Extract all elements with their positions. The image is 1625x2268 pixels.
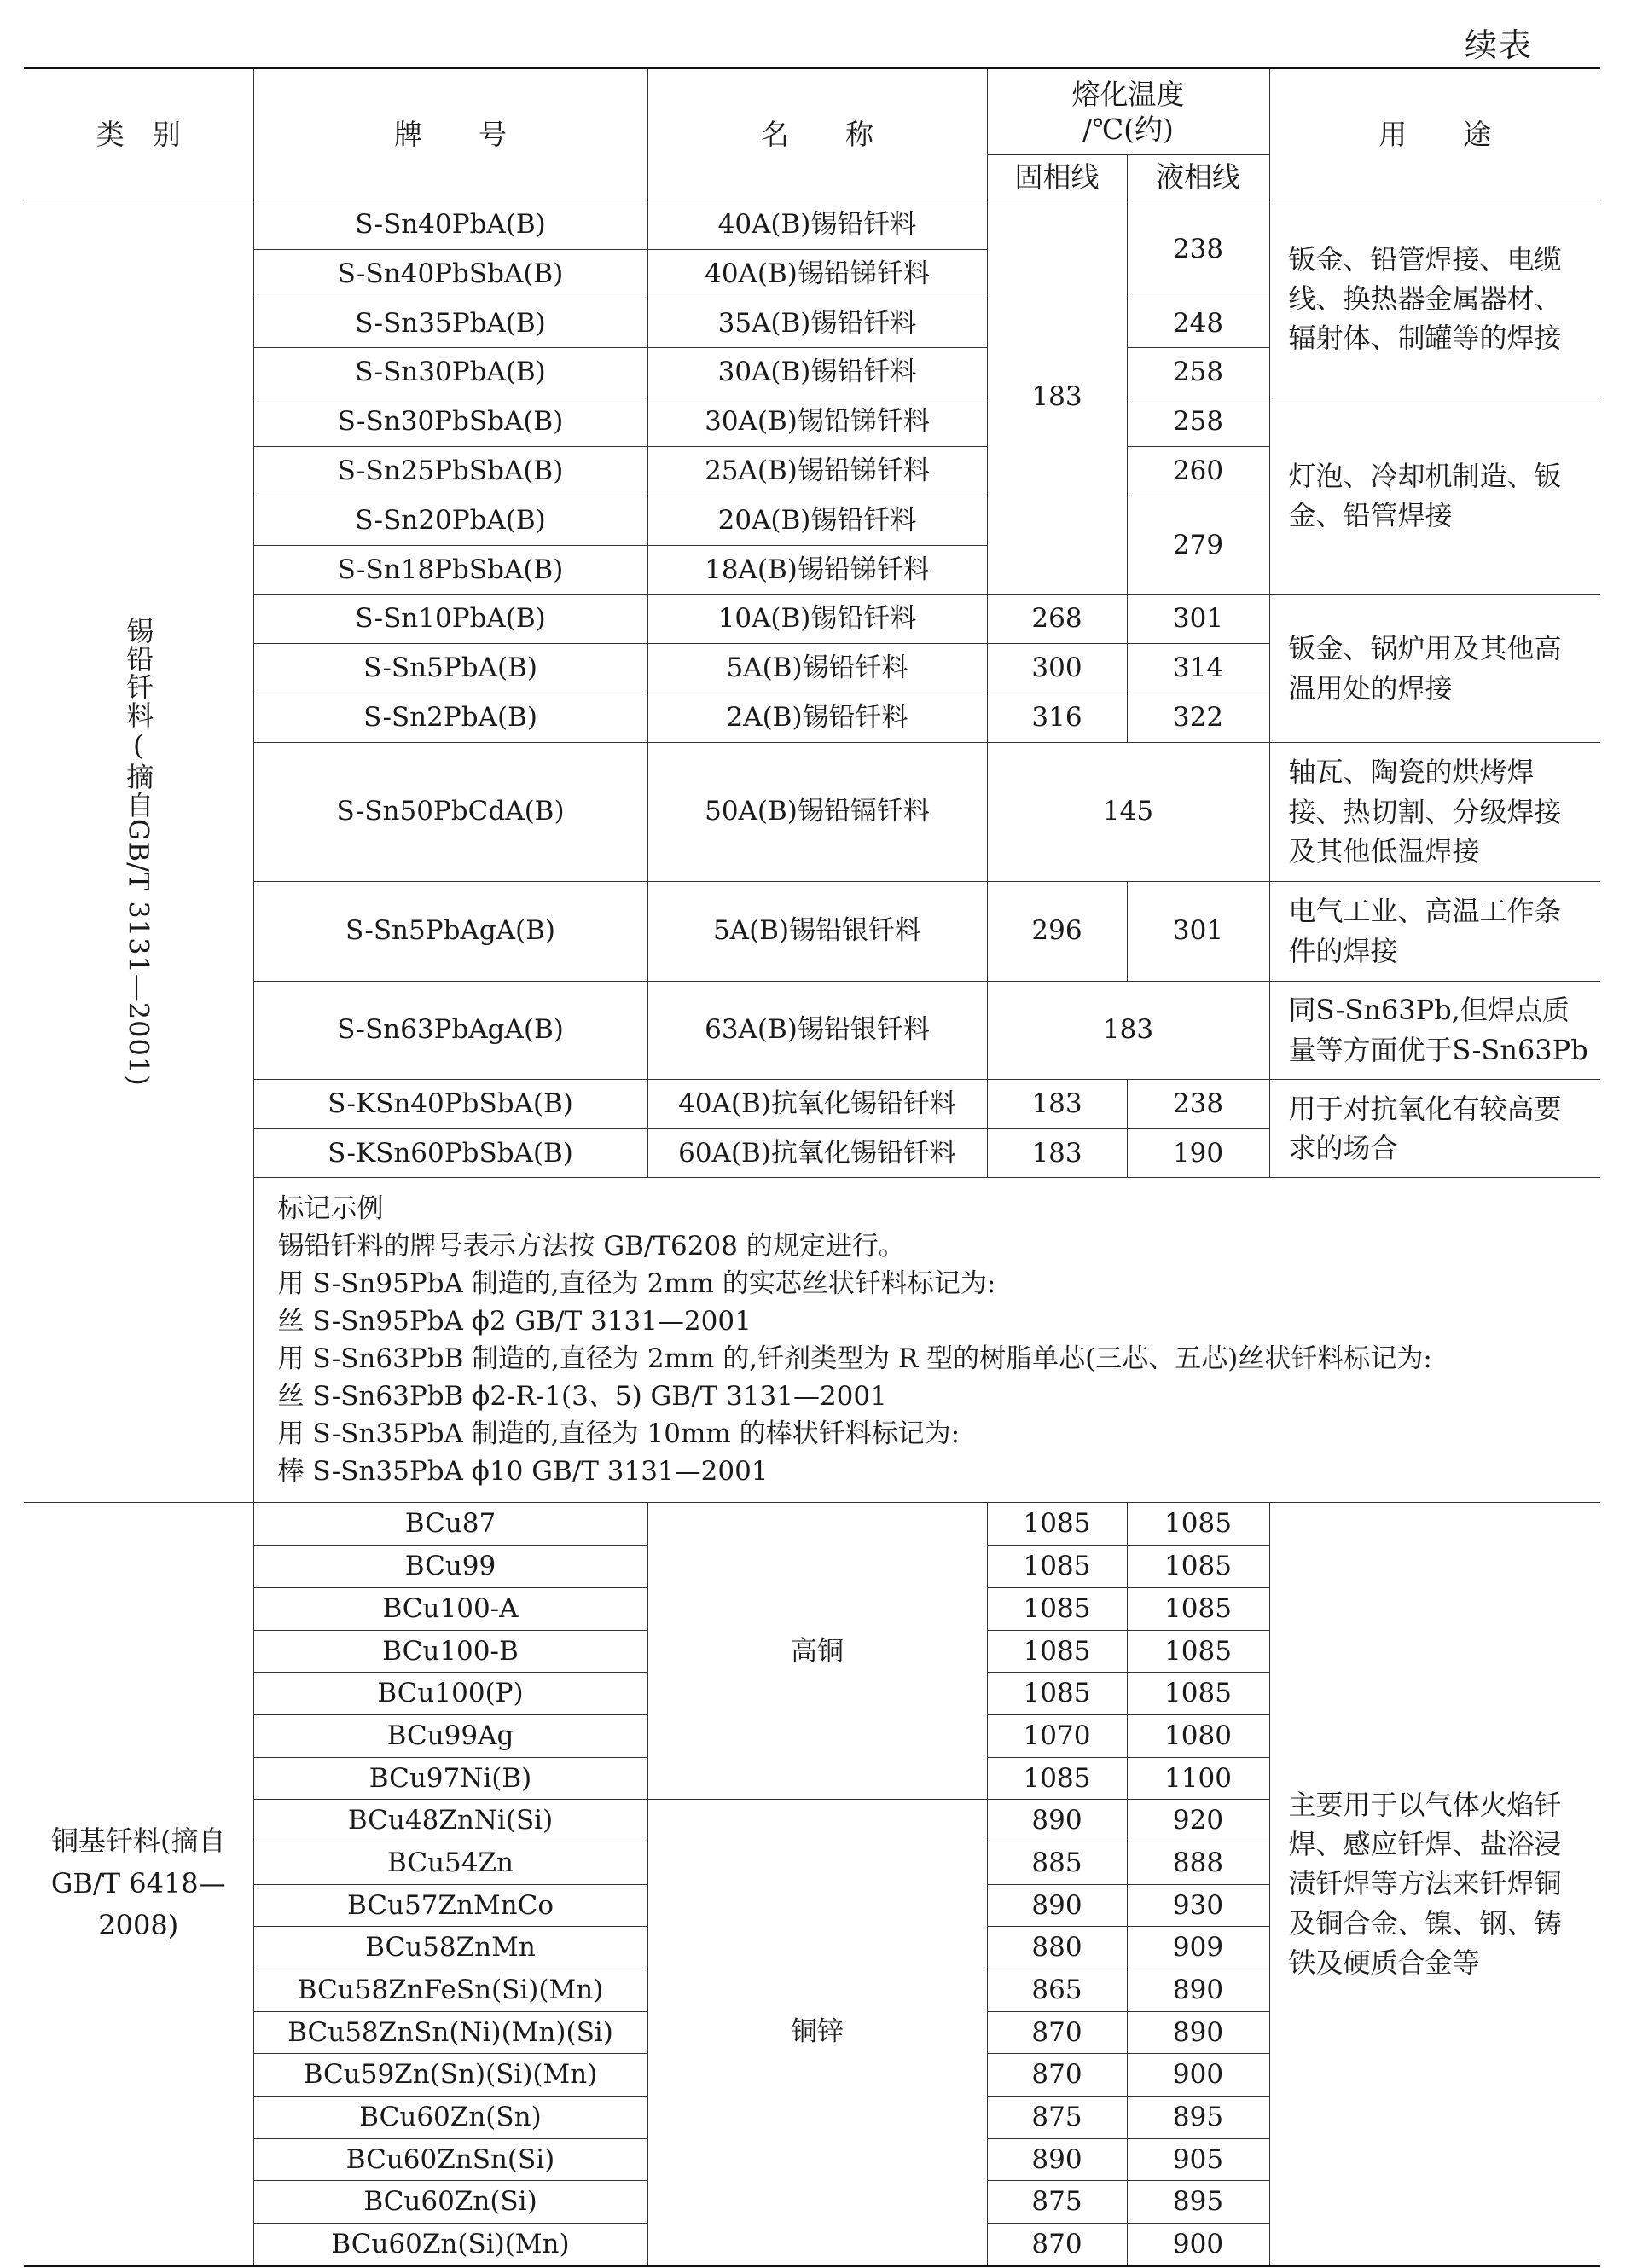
liquidus-cell: 248 — [1127, 299, 1269, 348]
solidus-cell: 1085 — [987, 1503, 1127, 1546]
name-cell: 40A(B)抗氧化锡铅钎料 — [647, 1079, 987, 1128]
table-row — [24, 742, 1600, 881]
solidus-cell: 865 — [987, 1969, 1127, 2012]
name-cell: 2A(B)锡铅钎料 — [647, 693, 987, 742]
liquidus-cell: 888 — [1127, 1842, 1269, 1884]
name-cell: 40A(B)锡铅钎料 — [647, 200, 987, 250]
name-cell: 35A(B)锡铅钎料 — [647, 299, 987, 348]
liquidus-cell: 909 — [1127, 1927, 1269, 1969]
grade-cell: BCu54Zn — [253, 1842, 647, 1884]
note-line: 棒 S-Sn35PbA ϕ10 GB/T 3131—2001 — [277, 1456, 769, 1488]
name-cell: 63A(B)锡铅银钎料 — [647, 981, 987, 1079]
grade-cell: BCu48ZnNi(Si) — [253, 1800, 647, 1842]
grade-cell: BCu99Ag — [253, 1714, 647, 1757]
grade-cell: BCu100(P) — [253, 1673, 647, 1715]
liquidus-cell: 301 — [1127, 595, 1269, 644]
grade-cell: S-Sn40PbA(B) — [253, 200, 647, 250]
solidus-cell: 885 — [987, 1842, 1127, 1884]
liquidus-cell: 895 — [1127, 2181, 1269, 2224]
solder-table-wrapper — [24, 67, 1600, 2267]
header-name: 名 称 — [647, 68, 987, 200]
liquidus-cell: 314 — [1127, 644, 1269, 693]
grade-cell: BCu100-B — [253, 1630, 647, 1673]
note-line: 标记示例 — [277, 1193, 384, 1225]
usage-cell: 主要用于以气体火焰钎焊、感应钎焊、盐浴浸渍钎焊等方法来钎焊铜及铜合金、镍、钢、铸铁及硬质合金等 — [1269, 1503, 1600, 2265]
grade-cell: BCu97Ni(B) — [253, 1757, 647, 1800]
solidus-cell: 1085 — [987, 1673, 1127, 1715]
grade-cell: BCu60Zn(Sn) — [253, 2097, 647, 2139]
liquidus-cell: 890 — [1127, 1969, 1269, 2012]
group-high-copper: 高铜 — [647, 1503, 987, 1800]
name-cell: 30A(B)锡铅钎料 — [647, 348, 987, 397]
liquidus-cell: 900 — [1127, 2224, 1269, 2266]
liquidus-cell: 258 — [1127, 348, 1269, 397]
name-cell: 10A(B)锡铅钎料 — [647, 595, 987, 644]
liquidus-cell: 895 — [1127, 2097, 1269, 2139]
usage-cell: 轴瓦、陶瓷的烘烤焊接、热切割、分级焊接及其他低温焊接 — [1269, 742, 1600, 881]
liquidus-cell: 279 — [1127, 496, 1269, 595]
solidus-cell: 300 — [987, 644, 1127, 693]
header-melting-title: 熔化温度 — [1071, 77, 1185, 111]
solidus-cell: 890 — [987, 1800, 1127, 1842]
name-cell: 5A(B)锡铅银钎料 — [647, 881, 987, 981]
liquidus-cell: 238 — [1127, 1079, 1269, 1128]
table-row — [24, 200, 1600, 250]
category-tin-lead-label — [121, 617, 155, 1087]
grade-cell: BCu58ZnMn — [253, 1927, 647, 1969]
grade-cell: S-Sn18PbSbA(B) — [253, 545, 647, 595]
solidus-cell: 1085 — [987, 1630, 1127, 1673]
header-usage: 用 途 — [1269, 68, 1600, 200]
liquidus-cell: 1085 — [1127, 1546, 1269, 1588]
liquidus-cell: 260 — [1127, 446, 1269, 496]
grade-cell: S-Sn30PbSbA(B) — [253, 397, 647, 447]
table-body — [24, 200, 1600, 2266]
table-row — [24, 397, 1600, 447]
table-row — [24, 595, 1600, 644]
liquidus-cell: 1085 — [1127, 1630, 1269, 1673]
header-melting-temp — [987, 68, 1269, 155]
table-row — [24, 881, 1600, 981]
solidus-cell: 880 — [987, 1927, 1127, 1969]
continued-label: 续表 — [1464, 26, 1533, 64]
solidus-cell: 183 — [987, 1128, 1127, 1178]
liquidus-cell: 900 — [1127, 2054, 1269, 2097]
liquidus-cell: 905 — [1127, 2138, 1269, 2181]
category-copper — [24, 1503, 253, 2265]
table-row — [24, 981, 1600, 1079]
usage-cell: 同S-Sn63Pb,但焊点质量等方面优于S-Sn63Pb — [1269, 981, 1600, 1079]
grade-cell: BCu99 — [253, 1546, 647, 1588]
category-copper-part1: 铜基钎料(摘自 — [51, 1824, 226, 1858]
liquidus-cell: 920 — [1127, 1800, 1269, 1842]
grade-cell: S-Sn5PbA(B) — [253, 644, 647, 693]
liquidus-cell: 1085 — [1127, 1503, 1269, 1546]
category-tin-lead — [24, 200, 253, 1503]
solidus-cell: 1070 — [987, 1714, 1127, 1757]
solidus-cell: 296 — [987, 881, 1127, 981]
grade-cell: BCu58ZnSn(Ni)(Mn)(Si) — [253, 2011, 647, 2054]
name-cell: 18A(B)锡铅锑钎料 — [647, 545, 987, 595]
header-grade: 牌 号 — [253, 68, 647, 200]
solidus-cell: 1085 — [987, 1757, 1127, 1800]
usage-cell: 用于对抗氧化有较高要求的场合 — [1269, 1079, 1600, 1178]
liquidus-cell: 238 — [1127, 200, 1269, 299]
note-line: 丝 S-Sn63PbB ϕ2-R-1(3、5) GB/T 3131—2001 — [277, 1381, 887, 1412]
solidus-cell: 870 — [987, 2054, 1127, 2097]
solidus-cell: 875 — [987, 2097, 1127, 2139]
grade-cell: S-Sn20PbA(B) — [253, 496, 647, 545]
name-cell: 25A(B)锡铅锑钎料 — [647, 446, 987, 496]
solder-table — [24, 67, 1600, 2267]
table-row — [24, 1503, 1600, 1546]
grade-cell: BCu60ZnSn(Si) — [253, 2138, 647, 2181]
name-cell: 30A(B)锡铅锑钎料 — [647, 397, 987, 447]
grade-cell: S-KSn40PbSbA(B) — [253, 1079, 647, 1128]
note-line: 锡铅钎料的牌号表示方法按 GB/T6208 的规定进行。 — [277, 1231, 905, 1262]
grade-cell: S-Sn35PbA(B) — [253, 299, 647, 348]
grade-cell: BCu87 — [253, 1503, 647, 1546]
liquidus-cell: 1080 — [1127, 1714, 1269, 1757]
solidus-cell: 875 — [987, 2181, 1127, 2224]
grade-cell: S-Sn10PbA(B) — [253, 595, 647, 644]
liquidus-cell: 322 — [1127, 693, 1269, 742]
name-cell: 20A(B)锡铅钎料 — [647, 496, 987, 545]
melting-cell: 183 — [987, 981, 1269, 1079]
grade-cell: S-Sn25PbSbA(B) — [253, 446, 647, 496]
grade-cell: S-Sn30PbA(B) — [253, 348, 647, 397]
grade-cell: BCu57ZnMnCo — [253, 1884, 647, 1927]
solidus-cell: 890 — [987, 2138, 1127, 2181]
table-row — [24, 1079, 1600, 1128]
solidus-cell: 1085 — [987, 1587, 1127, 1630]
grade-cell: BCu100-A — [253, 1587, 647, 1630]
name-cell: 40A(B)锡铅锑钎料 — [647, 249, 987, 299]
liquidus-cell: 930 — [1127, 1884, 1269, 1927]
usage-cell: 钣金、锅炉用及其他高温用处的焊接 — [1269, 595, 1600, 742]
grade-cell: S-Sn50PbCdA(B) — [253, 742, 647, 881]
header-category: 类 别 — [24, 68, 253, 200]
category-tin-lead-part1: 锡铅钎料(摘自 — [122, 616, 155, 819]
liquidus-cell: 1100 — [1127, 1757, 1269, 1800]
note-line: 丝 S-Sn95PbA ϕ2 GB/T 3131—2001 — [277, 1306, 752, 1337]
header-solidus: 固相线 — [987, 155, 1127, 200]
name-cell: 60A(B)抗氧化锡铅钎料 — [647, 1128, 987, 1178]
note-line: 用 S-Sn63PbB 制造的,直径为 2mm 的,钎剂类型为 R 型的树脂单芯(三芯、五芯)丝状钎料标记为: — [277, 1343, 1432, 1375]
liquidus-cell: 890 — [1127, 2011, 1269, 2054]
liquidus-cell: 258 — [1127, 397, 1269, 447]
grade-cell: S-Sn2PbA(B) — [253, 693, 647, 742]
note-line: 用 S-Sn95PbA 制造的,直径为 2mm 的实芯丝状钎料标记为: — [277, 1268, 996, 1300]
grade-cell: BCu60Zn(Si) — [253, 2181, 647, 2224]
solidus-cell: 316 — [987, 693, 1127, 742]
grade-cell: S-KSn60PbSbA(B) — [253, 1128, 647, 1178]
solidus-cell: 890 — [987, 1884, 1127, 1927]
header-melting-unit: /℃(约) — [1082, 113, 1174, 146]
usage-cell: 灯泡、冷却机制造、钣金、铅管焊接 — [1269, 397, 1600, 595]
marking-example-notes — [253, 1178, 1600, 1503]
table-header — [24, 68, 1600, 200]
solidus-cell: 870 — [987, 2224, 1127, 2266]
liquidus-cell: 301 — [1127, 881, 1269, 981]
solidus-cell: 183 — [987, 200, 1127, 595]
solidus-cell: 1085 — [987, 1546, 1127, 1588]
name-cell: 50A(B)锡铅镉钎料 — [647, 742, 987, 881]
name-cell: 5A(B)锡铅钎料 — [647, 644, 987, 693]
grade-cell: S-Sn40PbSbA(B) — [253, 249, 647, 299]
solidus-cell: 183 — [987, 1079, 1127, 1128]
liquidus-cell: 190 — [1127, 1128, 1269, 1178]
grade-cell: S-Sn5PbAgA(B) — [253, 881, 647, 981]
grade-cell: S-Sn63PbAgA(B) — [253, 981, 647, 1079]
group-copper-zinc: 铜锌 — [647, 1800, 987, 2266]
grade-cell: BCu59Zn(Sn)(Si)(Mn) — [253, 2054, 647, 2097]
category-copper-part2: GB/T 6418—2008) — [50, 1866, 226, 1942]
header-liquidus: 液相线 — [1127, 155, 1269, 200]
melting-cell: 145 — [987, 742, 1269, 881]
liquidus-cell: 1085 — [1127, 1587, 1269, 1630]
notes-row — [24, 1178, 1600, 1503]
solidus-cell: 268 — [987, 595, 1127, 644]
solidus-cell: 870 — [987, 2011, 1127, 2054]
liquidus-cell: 1085 — [1127, 1673, 1269, 1715]
usage-cell: 钣金、铅管焊接、电缆线、换热器金属器材、辐射体、制罐等的焊接 — [1269, 200, 1600, 397]
usage-cell: 电气工业、高温工作条件的焊接 — [1269, 881, 1600, 981]
grade-cell: BCu60Zn(Si)(Mn) — [253, 2224, 647, 2266]
category-tin-lead-part2: GB/T 3131—2001) — [122, 818, 155, 1087]
grade-cell: BCu58ZnFeSn(Si)(Mn) — [253, 1969, 647, 2012]
note-line: 用 S-Sn35PbA 制造的,直径为 10mm 的棒状钎料标记为: — [277, 1418, 960, 1450]
